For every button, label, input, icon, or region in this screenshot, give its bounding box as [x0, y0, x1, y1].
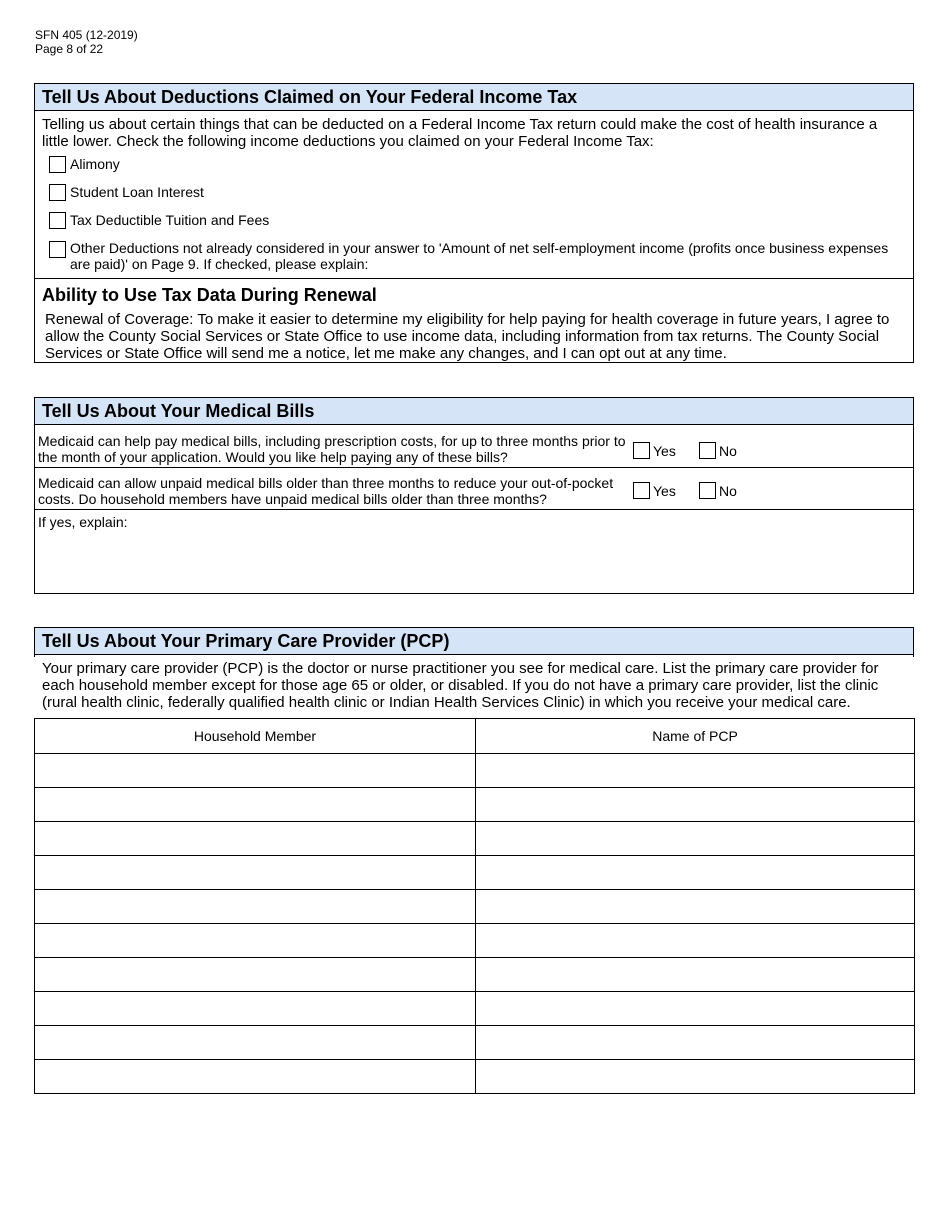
pcp-name-cell[interactable]: [476, 1026, 915, 1060]
deduction-alimony[interactable]: [49, 156, 120, 173]
household-member-cell[interactable]: [35, 924, 476, 958]
q1-no-option[interactable]: [699, 442, 737, 459]
other-deductions-checkbox[interactable]: [49, 241, 66, 258]
household-member-cell[interactable]: [35, 754, 476, 788]
deductions-intro: Telling us about certain things that can be deducted on a Federal Income Tax return could make the cost of health insurance a little lower. Check the following income deductions you claimed on your Federal Income Tax:: [42, 116, 878, 150]
pcp-section: [34, 627, 914, 657]
medical-q2-text: Medicaid can allow unpaid medical bills older than three months to reduce your out-of-pocket costs. Do household members have unpaid medical bills older than three months?: [38, 475, 614, 507]
col-name-of-pcp: Name of PCP: [476, 719, 915, 754]
student-loan-checkbox[interactable]: [49, 184, 66, 201]
divider: [35, 467, 913, 468]
divider: [35, 278, 913, 279]
pcp-name-cell[interactable]: [476, 822, 915, 856]
pcp-name-cell[interactable]: [476, 788, 915, 822]
renewal-text: Renewal of Coverage: To make it easier to determine my eligibility for help paying for health coverage in future years, I agree to allow the County Social Services or State Office to use income data, including information from tax returns. The County Social Services or State Office will send me a notice, let me make any changes, and I can opt out at any time.: [45, 311, 890, 362]
tuition-label: Tax Deductible Tuition and Fees: [70, 212, 270, 228]
table-row: [35, 856, 915, 890]
table-row: [35, 958, 915, 992]
q2-no-checkbox[interactable]: [699, 482, 716, 499]
explain-label: If yes, explain:: [38, 514, 128, 530]
pcp-name-cell[interactable]: [476, 992, 915, 1026]
q1-yes-option[interactable]: [633, 442, 676, 459]
pcp-intro: Your primary care provider (PCP) is the doctor or nurse practitioner you see for medical care. List the primary care provider for each household member except for those age 65 or older, or disabled. If you do not have a primary care provider, list the clinic (rural health clinic, federally qualified health clinic or Indian Health Services Clinic) in which you receive your medical care.: [42, 660, 879, 711]
renewal-title: Ability to Use Tax Data During Renewal: [42, 285, 377, 305]
pcp-name-cell[interactable]: [476, 754, 915, 788]
pcp-name-cell[interactable]: [476, 958, 915, 992]
other-deductions-label: Other Deductions not already considered in your answer to 'Amount of net self-employment income (profits once business expenses are paid)' on Page 9. If checked, please explain:: [70, 240, 889, 272]
q2-yes-label: Yes: [653, 482, 676, 499]
table-row: [35, 788, 915, 822]
table-row: [35, 992, 915, 1026]
pcp-name-cell[interactable]: [476, 890, 915, 924]
medical-bills-title: Tell Us About Your Medical Bills: [35, 398, 913, 425]
table-row: [35, 890, 915, 924]
household-member-cell[interactable]: [35, 1060, 476, 1094]
alimony-label: Alimony: [70, 156, 120, 172]
q1-yes-label: Yes: [653, 442, 676, 459]
household-member-cell[interactable]: [35, 992, 476, 1026]
pcp-name-cell[interactable]: [476, 924, 915, 958]
household-member-cell[interactable]: [35, 958, 476, 992]
household-member-cell[interactable]: [35, 1026, 476, 1060]
household-member-cell[interactable]: [35, 856, 476, 890]
pcp-table: [34, 718, 915, 1094]
q1-yes-checkbox[interactable]: [633, 442, 650, 459]
form-header: [35, 28, 138, 56]
explain-field[interactable]: [35, 510, 913, 593]
table-row: [35, 924, 915, 958]
q1-no-checkbox[interactable]: [699, 442, 716, 459]
alimony-checkbox[interactable]: [49, 156, 66, 173]
deduction-other[interactable]: [49, 240, 899, 272]
household-member-cell[interactable]: [35, 890, 476, 924]
q2-no-label: No: [719, 482, 737, 499]
page-number: Page 8 of 22: [35, 42, 104, 56]
q2-yes-option[interactable]: [633, 482, 676, 499]
pcp-name-cell[interactable]: [476, 856, 915, 890]
student-loan-label: Student Loan Interest: [70, 184, 204, 200]
table-row: [35, 754, 915, 788]
form-code: SFN 405 (12-2019): [35, 28, 138, 42]
medical-q1-text: Medicaid can help pay medical bills, including prescription costs, for up to three months prior to the month of your application. Would you like help paying any of these bills?: [38, 433, 626, 465]
table-row: [35, 822, 915, 856]
deductions-title: Tell Us About Deductions Claimed on Your Federal Income Tax: [35, 84, 913, 111]
q2-no-option[interactable]: [699, 482, 737, 499]
deductions-section: [34, 83, 914, 363]
q2-yes-checkbox[interactable]: [633, 482, 650, 499]
q1-no-label: No: [719, 442, 737, 459]
col-household-member: Household Member: [35, 719, 476, 754]
medical-bills-section: [34, 397, 914, 594]
deduction-student-loan[interactable]: [49, 184, 204, 201]
table-row: [35, 1060, 915, 1094]
tuition-checkbox[interactable]: [49, 212, 66, 229]
household-member-cell[interactable]: [35, 788, 476, 822]
household-member-cell[interactable]: [35, 822, 476, 856]
pcp-table-header: [35, 719, 915, 754]
pcp-name-cell[interactable]: [476, 1060, 915, 1094]
pcp-title: Tell Us About Your Primary Care Provider (PCP): [35, 628, 913, 655]
table-row: [35, 1026, 915, 1060]
deduction-tuition[interactable]: [49, 212, 269, 229]
